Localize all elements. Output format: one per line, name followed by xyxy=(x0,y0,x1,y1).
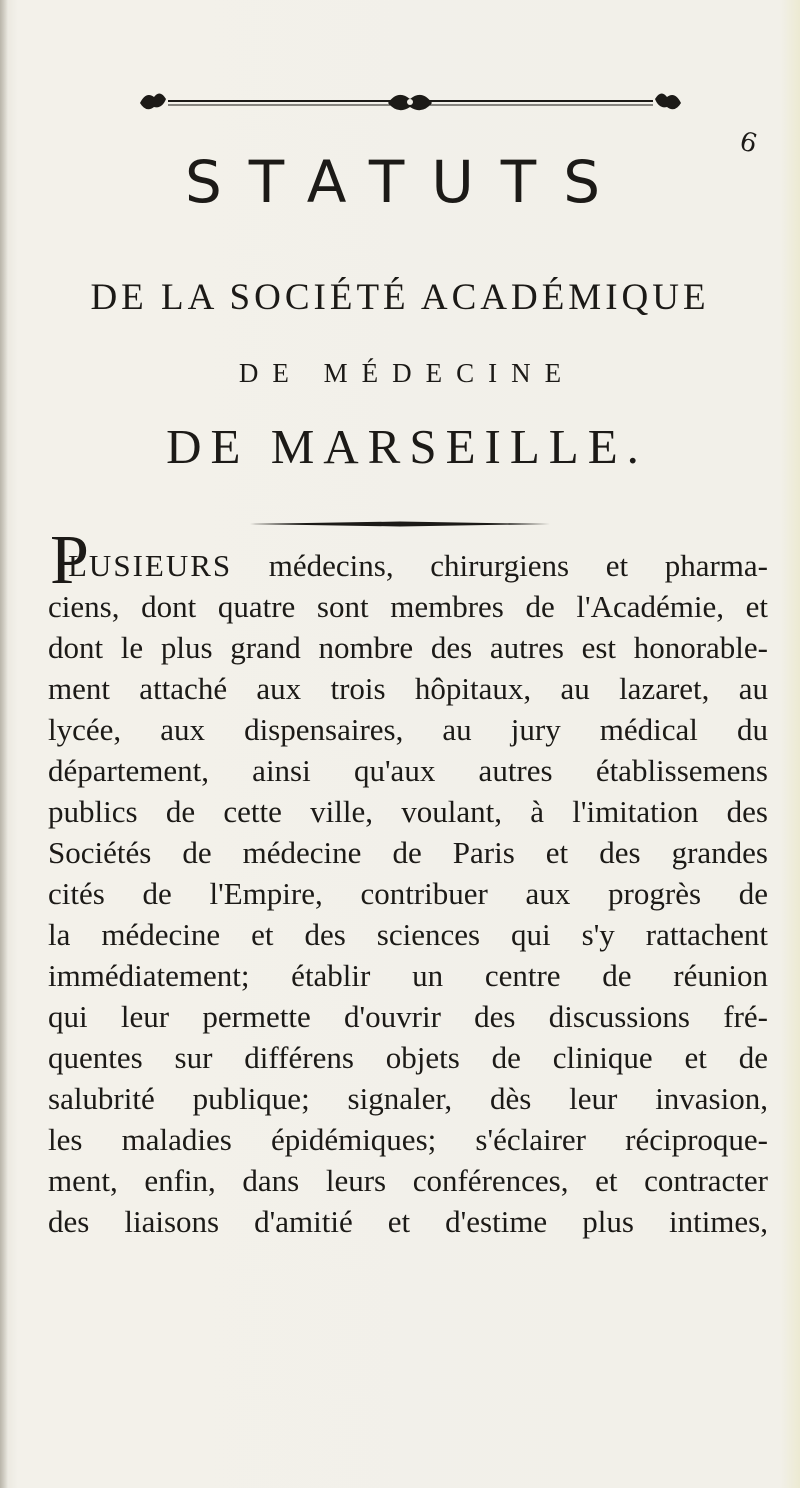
corner-mark: 6 xyxy=(736,126,761,160)
body-paragraph xyxy=(48,545,768,1242)
body-line: dont le plus grand nombre des autres est honorable- xyxy=(48,630,768,665)
body-line: les maladies épidémiques; s'éclairer réciproque- xyxy=(48,1122,768,1157)
body-line: salubrité publique; signaler, dès leur invasion, xyxy=(48,1081,768,1116)
body-line: des liaisons d'amitié et d'estime plus intimes, xyxy=(48,1204,768,1239)
page-gutter-shadow xyxy=(0,0,8,1488)
ornamental-headpiece xyxy=(138,88,683,118)
body-line: immédiatement; établir un centre de réunion xyxy=(48,958,768,993)
body-line xyxy=(48,545,768,586)
body-line: ment attaché aux trois hôpitaux, au lazaret, au xyxy=(48,671,768,706)
body-line: quentes sur différens objets de clinique et de xyxy=(48,1040,768,1075)
document-title: STATUTS xyxy=(184,148,628,216)
body-line: la médecine et des sciences qui s'y rattachent xyxy=(48,917,768,952)
body-line: Sociétés de médecine de Paris et des grandes xyxy=(48,835,768,870)
drop-cap: P xyxy=(50,522,89,599)
body-line: ment, enfin, dans leurs conférences, et contracter xyxy=(48,1163,768,1198)
body-line: qui leur permette d'ouvrir des discussions fré- xyxy=(48,999,768,1034)
body-line: département, ainsi qu'aux autres établissemens xyxy=(48,753,768,788)
body-line: lycée, aux dispensaires, au jury médical du xyxy=(48,712,768,747)
title-society-line: DE LA SOCIÉTÉ ACADÉMIQUE xyxy=(90,277,710,318)
title-medicine-line: DE MÉDECINE xyxy=(238,358,576,388)
body-line: cités de l'Empire, contribuer aux progrès de xyxy=(48,876,768,911)
first-word-smallcaps: LUSIEURS xyxy=(68,548,233,583)
body-line: ciens, dont quatre sont membres de l'Académie, et xyxy=(48,589,768,624)
decorative-rule xyxy=(250,521,550,527)
body-line: publics de cette ville, voulant, à l'imitation des xyxy=(48,794,768,829)
title-city-line: DE MARSEILLE. xyxy=(166,419,648,474)
body-line-text: médecins, chirurgiens et pharma- xyxy=(268,548,768,583)
